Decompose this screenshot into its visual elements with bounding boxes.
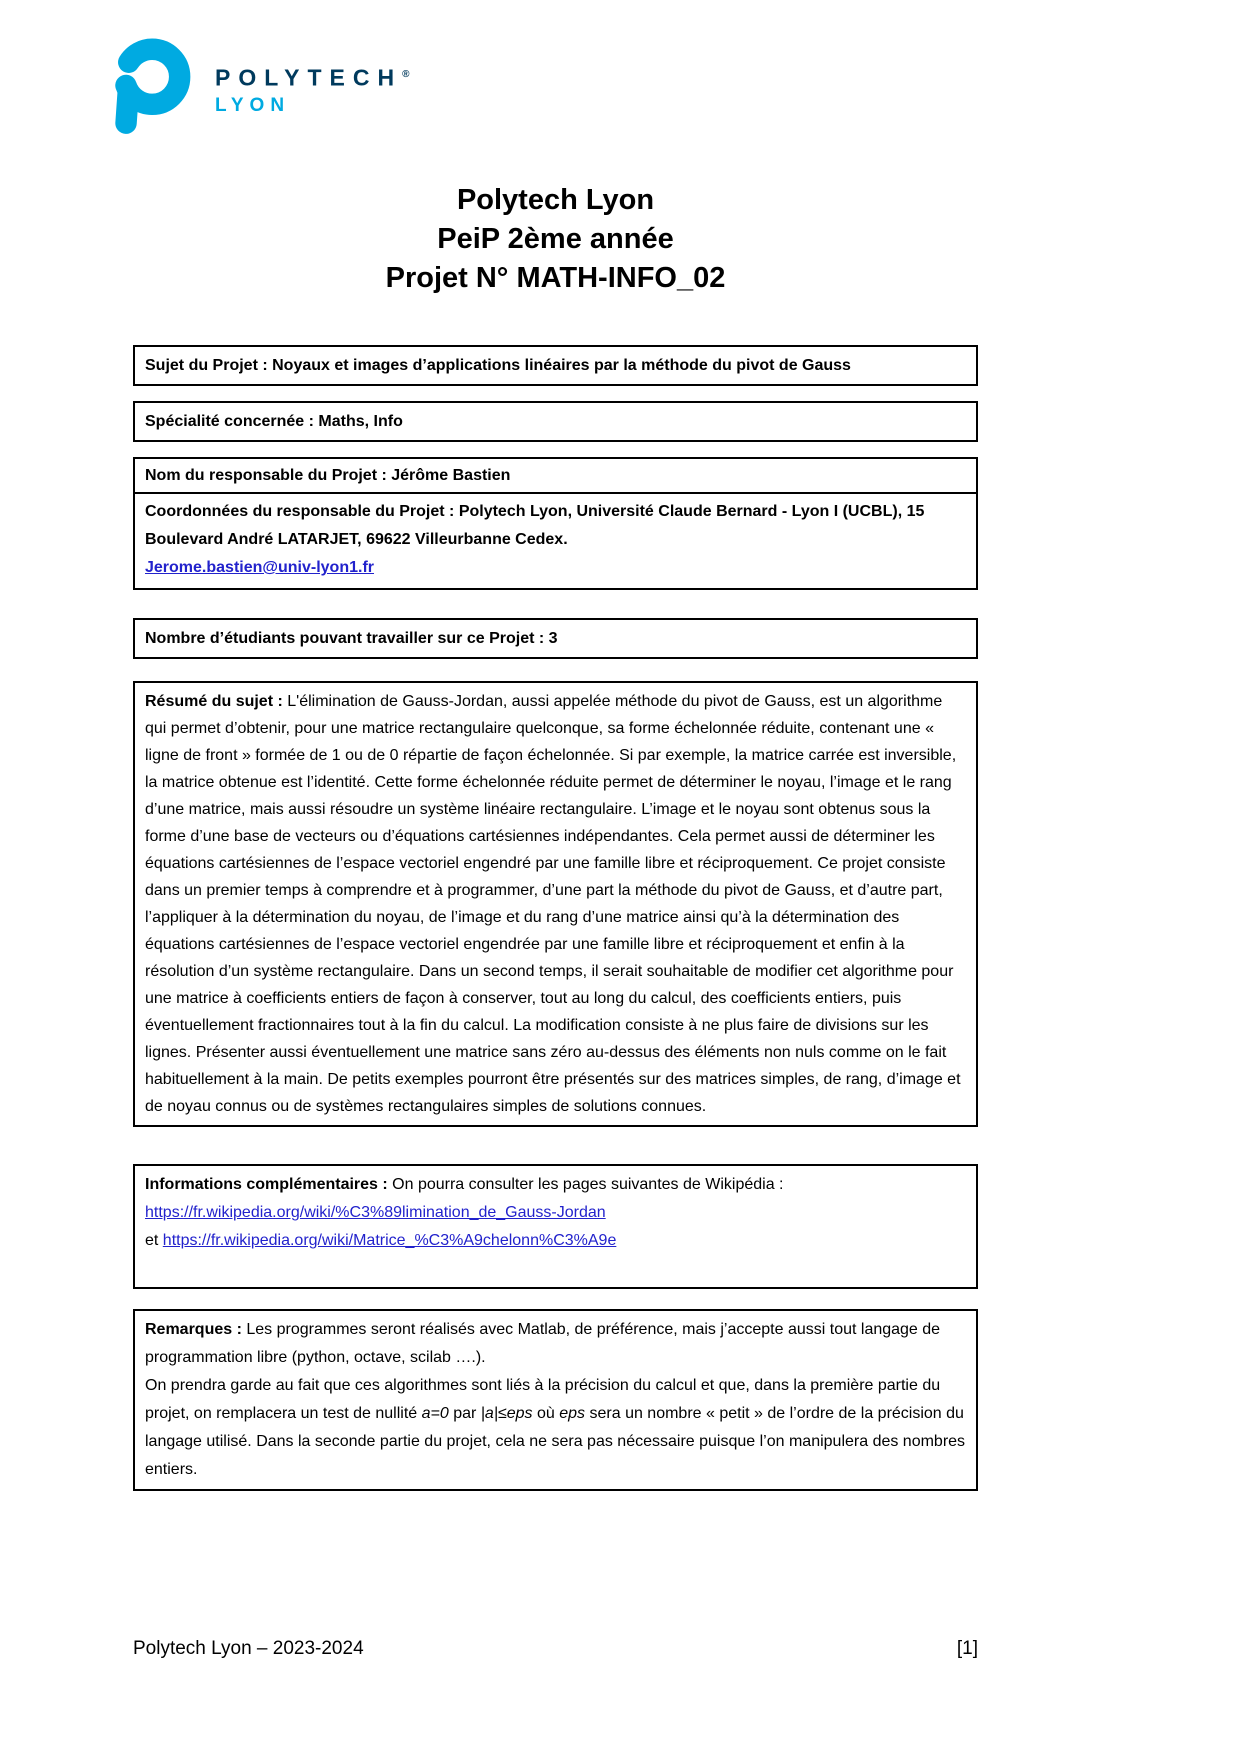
polytech-logo [95, 36, 410, 138]
title-line-1: Polytech Lyon [456, 184, 655, 216]
responsable-nom [135, 459, 976, 494]
remarques-paragraph-2 [145, 1372, 966, 1484]
section-resume [133, 681, 978, 1127]
remarques-label: Remarques : [145, 1321, 242, 1338]
footer-left-text: Polytech Lyon – 2023-2024 [133, 1638, 364, 1659]
responsable-coordonnees [135, 494, 976, 588]
informations-intro-line [145, 1171, 966, 1199]
brand-name [215, 62, 410, 91]
remarques-math-abs-a-leq-eps: |a|≤eps [480, 1405, 533, 1422]
title-line-3: Projet N° MATH-INFO_02 [385, 262, 726, 294]
resume-label: Résumé du sujet : [145, 693, 283, 710]
polytech-p-icon [95, 36, 197, 138]
sujet-text: Sujet du Projet : Noyaux et images d’applications linéaires par la méthode du pivot de Gauss [145, 357, 851, 374]
responsable-nom-text: Nom du responsable du Projet : Jérôme Bastien [145, 467, 511, 484]
page-footer [133, 1636, 978, 1662]
section-remarques [133, 1309, 978, 1491]
remarques-math-a-equals-0: a=0 [421, 1405, 449, 1422]
section-etudiants [133, 618, 978, 659]
responsable-email-link[interactable]: Jerome.bastien@univ-lyon1.fr [145, 559, 374, 576]
etudiants-text: Nombre d’étudiants pouvant travailler sur ce Projet : 3 [145, 630, 558, 647]
wikipedia-link-gauss-jordan[interactable]: https://fr.wikipedia.org/wiki/%C3%89limination_de_Gauss-Jordan [145, 1204, 606, 1221]
remarques-p2-segment-1: On prendra garde au fait que ces algorithmes sont liés à la précision du calcul et que, dans la première partie du projet, on remplacera un test de nullité [145, 1377, 941, 1422]
section-sujet [133, 345, 978, 386]
resume-text: L'élimination de Gauss-Jordan, aussi appelée méthode du pivot de Gauss, est un algorithme qui permet d’obtenir, pour une matrice rectangulaire quelconque, sa forme échelonnée réduite, contenant une « ligne de front » formée de 1 ou de 0 répartie de façon échelonnée. Si par exemple, la matrice carrée est inversible, la matrice obtenue est l’identité. Cette forme échelonnée réduite permet de déterminer le noyau, l’image et le rang d’une matrice, mais aussi résoudre un système linéaire rectangulaire. L’image et le noyau sont obtenus sous la forme d’une base de vecteurs ou d’équations cartésiennes indépendantes. Cela permet aussi de déterminer les équations cartésiennes de l’espace vectoriel engendré par une famille libre et réciproquement. Ce projet consiste dans un premier temps à comprendre et à programmer, d’une part la méthode du pivot de Gauss, et d’autre part, l’appliquer à la détermination du noyau, de l’image et du rang d’une matrice ainsi qu’à la détermination des équations cartésiennes de l’espace vectoriel engendrée par une famille libre et réciproquement et enfin à la résolution d’un système rectangulaire. Dans un second temps, il serait souhaitable de modifier cet algorithme pour une matrice à coefficients entiers de façon à conserver, tout au long du calcul, des coefficients entiers, puis éventuellement fractionnaires tout à la fin du calcul. La modification consiste à ne plus faire de divisions sur les lignes. Présenter aussi éventuellement une matrice sans zéro au-dessus des éléments non nuls comme on le fait habituellement à la main. De petits exemples pourront être présentés sur des matrices simples, de rang, d’image et de noyau connus ou de systèmes rectangulaires simples de solutions connues. [145, 693, 961, 1115]
responsable-coordonnees-text: Coordonnées du responsable du Projet : Polytech Lyon, Université Claude Bernard - Lyon I (UCBL), 15 Boulevard André LATARJET, 69622 Villeurbanne Cedex. [145, 503, 925, 548]
polytech-logo-text [215, 36, 410, 118]
wikipedia-link-matrice-echelonnee[interactable]: https://fr.wikipedia.org/wiki/Matrice_%C3%A9chelonn%C3%A9e [162, 1232, 617, 1249]
section-specialite [133, 401, 978, 442]
section-responsable [133, 457, 978, 590]
remarques-p2-segment-3: où [532, 1405, 560, 1422]
remarques-paragraph-1 [145, 1316, 966, 1372]
content-column [133, 345, 978, 1491]
informations-label: Informations complémentaires : [145, 1176, 388, 1193]
remarques-p1-text: Les programmes seront réalisés avec Matlab, de préférence, mais j’accepte aussi tout langage de programmation libre (python, octave, scilab ….). [145, 1321, 941, 1366]
remarques-p2-segment-4: sera un nombre « petit » de l’ordre de la précision du langage utilisé. Dans la seconde partie du projet, cela ne sera pas nécessaire puisque l’on manipulera des nombres entiers. [145, 1405, 966, 1478]
registered-mark-icon: ® [402, 69, 410, 80]
brand-city: LYON [215, 94, 291, 116]
specialite-text: Spécialité concernée : Maths, Info [145, 413, 403, 430]
document-title [133, 181, 978, 298]
remarques-math-eps: eps [559, 1405, 586, 1422]
brand-name-text: POLYTECH [215, 64, 403, 91]
link2-prefix-text: et [145, 1232, 163, 1249]
title-line-2: PeiP 2ème année [437, 223, 674, 255]
section-informations [133, 1164, 978, 1289]
informations-intro-text: On pourra consulter les pages suivantes de Wikipédia : [387, 1176, 784, 1193]
footer-page-number: [1] [956, 1638, 978, 1659]
remarques-p2-segment-2: par [448, 1405, 481, 1422]
